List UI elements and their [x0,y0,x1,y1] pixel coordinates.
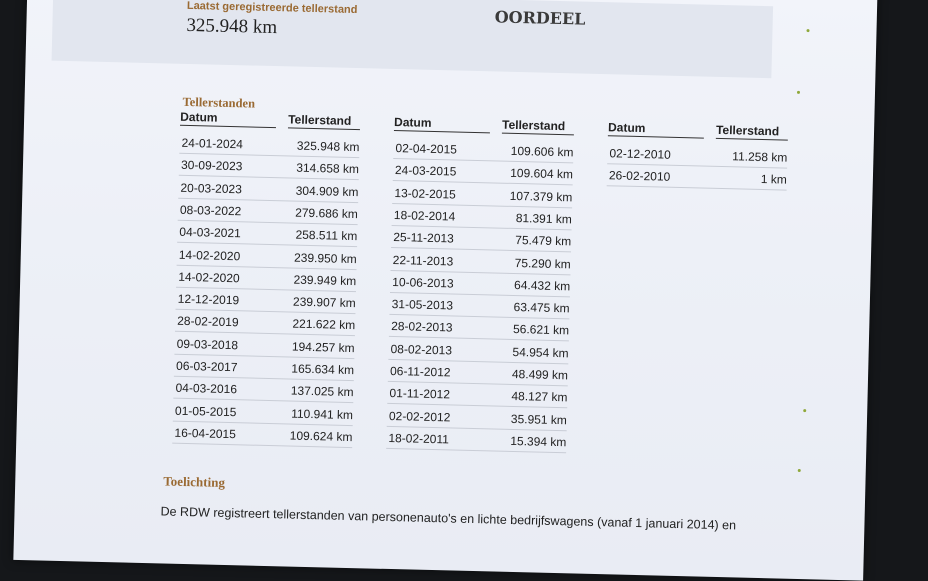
reading-date: 26-02-2010 [608,168,671,185]
reading-value: 258.511 km [295,227,358,244]
reading-value: 54.954 km [512,344,569,361]
row-divider [393,158,573,163]
reading-value: 109.606 km [510,143,574,160]
row-divider [172,443,352,448]
column-header-reading: Tellerstand [502,118,574,136]
reading-value: 165.634 km [291,361,355,378]
reading-value: 221.622 km [292,316,356,333]
reading-date: 14-02-2020 [178,269,240,286]
reading-date: 25-11-2013 [393,230,454,246]
reading-date: 01-11-2012 [389,386,451,402]
reading-value: 314.658 km [296,160,360,177]
reading-value: 56.621 km [512,322,570,338]
reading-value: 64.432 km [513,277,571,294]
reading-date: 20-03-2023 [180,180,243,196]
reading-date: 24-03-2015 [394,163,457,179]
reading-date: 22-11-2013 [392,252,454,268]
explanation-text: De RDW registreert tellerstanden van personenauto's en lichte bedrijfswagens (vanaf 1 januari 2014) en [160,504,737,533]
reading-value: 63.475 km [513,300,570,316]
last-reading-label: Laatst geregistreerde tellerstand [186,0,358,17]
row-divider [390,292,570,297]
explanation-title: Toelichting [163,473,226,490]
reading-date: 24-01-2024 [181,135,244,152]
reading-date: 12-12-2019 [177,291,240,308]
column-header-date: Datum [180,110,276,128]
document-page [13,0,877,581]
paper-speck [798,469,801,472]
row-divider [174,376,354,381]
reading-value: 239.949 km [293,272,357,288]
column-header-reading: Tellerstand [716,123,788,141]
reading-value: 325.948 km [296,138,360,155]
row-divider [386,448,566,453]
reading-date: 18-02-2011 [388,430,450,447]
paper-speck [797,91,800,94]
reading-date: 01-05-2015 [174,403,237,419]
row-divider [607,163,787,168]
reading-date: 04-03-2016 [175,381,238,397]
reading-date: 06-11-2012 [389,363,451,380]
row-divider [179,153,359,158]
row-divider [177,264,357,269]
reading-value: 239.907 km [292,294,356,311]
reading-date: 31-05-2013 [391,297,454,313]
row-divider [388,359,568,364]
reading-date: 08-02-2013 [390,341,453,358]
reading-date: 08-03-2022 [179,202,242,219]
reading-value: 107.379 km [509,188,573,204]
row-divider [391,269,571,274]
reading-date: 09-03-2018 [176,336,239,352]
row-divider [173,398,353,403]
row-divider [178,197,358,202]
row-divider [177,242,357,247]
row-divider [389,336,569,341]
reading-date: 04-03-2021 [179,224,241,241]
reading-date: 10-06-2013 [392,274,454,291]
odometer-table-title: Tellerstanden [182,94,256,111]
row-divider [173,420,353,425]
reading-value: 15.394 km [510,433,567,450]
reading-value: 11.258 km [732,149,788,165]
reading-value: 75.479 km [515,233,572,249]
reading-value: 75.290 km [514,255,571,271]
reading-value: 48.499 km [511,366,569,383]
summary-band [52,0,774,78]
reading-value: 279.686 km [295,205,359,222]
reading-value: 81.391 km [515,210,572,227]
last-reading-value: 325.948 km [186,14,278,39]
row-divider [174,353,354,358]
row-divider [388,381,568,386]
reading-value: 48.127 km [511,389,568,405]
reading-date: 02-04-2015 [395,141,458,157]
reading-value: 1 km [760,172,788,187]
paper-speck [803,409,806,412]
reading-date: 28-02-2013 [390,319,453,335]
reading-value: 109.604 km [510,166,574,182]
reading-value: 35.951 km [510,411,568,427]
row-divider [392,203,572,208]
reading-value: 304.909 km [295,183,359,199]
reading-date: 28-02-2019 [177,314,239,330]
reading-date: 02-02-2012 [388,408,451,425]
row-divider [387,403,567,408]
column-header-date: Datum [394,115,490,133]
reading-value: 137.025 km [290,383,354,400]
row-divider [179,175,359,180]
reading-date: 14-02-2020 [178,247,241,263]
reading-date: 30-09-2023 [180,158,243,174]
row-divider [607,186,787,191]
row-divider [178,220,358,225]
verdict-heading: OORDEEL [494,7,586,29]
reading-date: 16-04-2015 [174,425,237,442]
reading-date: 06-03-2017 [175,358,238,375]
row-divider [389,314,569,319]
paper-speck [806,29,809,32]
reading-date: 02-12-2010 [609,146,671,162]
row-divider [393,180,573,185]
reading-date: 13-02-2015 [394,185,456,202]
reading-value: 109.624 km [289,428,353,444]
row-divider [392,225,572,230]
reading-value: 239.950 km [293,250,357,266]
column-header-reading: Tellerstand [288,112,360,130]
reading-date: 18-02-2014 [393,207,456,224]
reading-value: 194.257 km [291,339,355,355]
row-divider [175,309,355,314]
row-divider [175,331,355,336]
row-divider [387,425,567,430]
row-divider [176,287,356,292]
row-divider [391,247,571,252]
column-header-date: Datum [608,120,704,138]
reading-value: 110.941 km [291,406,354,422]
